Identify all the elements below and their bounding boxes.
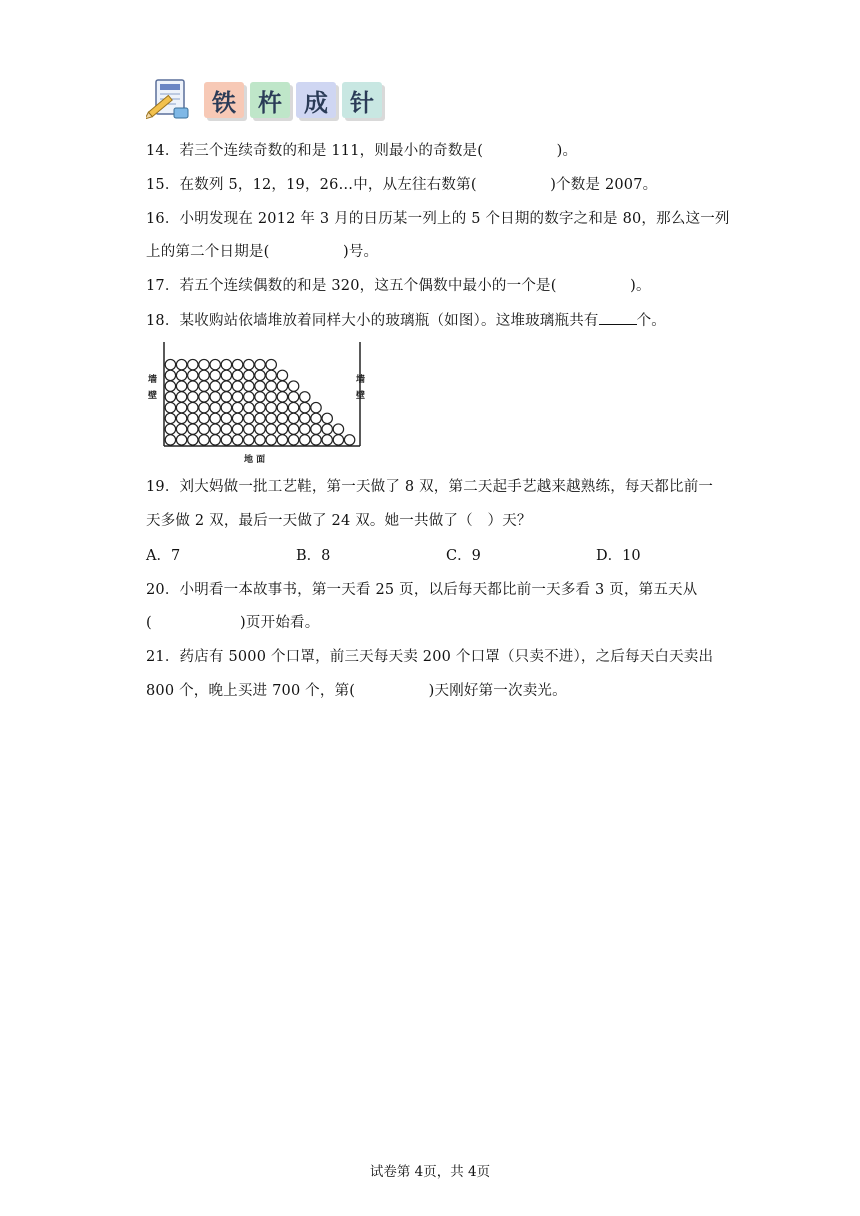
bottle: [277, 381, 287, 391]
bottle: [188, 435, 198, 445]
ground-label: 地 面: [244, 455, 266, 465]
bottle: [266, 381, 276, 391]
bottle: [199, 435, 209, 445]
question-18-suffix: 个。: [636, 313, 667, 329]
bottle: [165, 424, 175, 434]
bottle: [165, 413, 175, 423]
bottle: [322, 435, 332, 445]
bottle: [199, 359, 209, 369]
bottle: [288, 392, 298, 402]
option-c[interactable]: C．9: [446, 548, 481, 564]
bottle: [311, 413, 321, 423]
bottle: [199, 413, 209, 423]
bottle: [244, 370, 254, 380]
bottle: [232, 381, 242, 391]
bottle: [300, 402, 310, 412]
bottle: [210, 359, 220, 369]
bottle: [244, 424, 254, 434]
bottle: [188, 370, 198, 380]
right-wall-label-1: 墙: [355, 375, 365, 385]
bottle: [221, 392, 231, 402]
question-16-line2: 上的第二个日期是( )号。: [146, 244, 379, 260]
bottle: [176, 424, 186, 434]
notebook-pencil-icon: [146, 78, 198, 122]
header-title-char: 成: [296, 82, 336, 118]
bottle: [221, 402, 231, 412]
bottle: [221, 370, 231, 380]
bottle: [255, 392, 265, 402]
bottle: [277, 435, 287, 445]
bottle: [244, 402, 254, 412]
bottle: [221, 424, 231, 434]
bottle: [288, 435, 298, 445]
bottle: [232, 359, 242, 369]
bottle: [232, 435, 242, 445]
bottle: [232, 402, 242, 412]
left-wall-label-1: 墙: [148, 375, 158, 385]
question-19-line1: 19．刘大妈做一批工艺鞋，第一天做了 8 双，第二天起手艺越来越熟练，每天都比前一: [146, 479, 714, 495]
bottle: [165, 370, 175, 380]
bottle: [277, 413, 287, 423]
bottle: [266, 392, 276, 402]
bottle: [255, 381, 265, 391]
bottle: [255, 413, 265, 423]
bottle: [288, 381, 298, 391]
option-d[interactable]: D．10: [596, 548, 641, 564]
bottle: [311, 424, 321, 434]
bottle: [244, 435, 254, 445]
bottle: [210, 435, 220, 445]
bottle: [188, 424, 198, 434]
bottle: [176, 413, 186, 423]
bottle: [188, 392, 198, 402]
bottle: [300, 424, 310, 434]
bottle: [210, 370, 220, 380]
bottle: [199, 370, 209, 380]
left-wall-label-2: 壁: [148, 391, 158, 401]
bottle: [165, 359, 175, 369]
bottle: [188, 402, 198, 412]
bottle: [300, 413, 310, 423]
bottle: [221, 413, 231, 423]
bottle: [255, 370, 265, 380]
question-17: 17．若五个连续偶数的和是 320，这五个偶数中最小的一个是( )。: [146, 278, 651, 294]
bottle: [232, 424, 242, 434]
bottle: [244, 413, 254, 423]
bottle: [255, 424, 265, 434]
bottle: [176, 392, 186, 402]
bottle: [188, 413, 198, 423]
bottle: [288, 413, 298, 423]
bottle: [277, 392, 287, 402]
bottle: [266, 424, 276, 434]
bottle: [333, 424, 343, 434]
bottle: [199, 402, 209, 412]
question-14: 14．若三个连续奇数的和是 111，则最小的奇数是( )。: [146, 143, 578, 159]
bottle: [165, 392, 175, 402]
bottle: [199, 381, 209, 391]
bottle: [266, 413, 276, 423]
bottle: [210, 402, 220, 412]
bottle: [300, 392, 310, 402]
header-title-char: 铁: [204, 82, 244, 118]
option-b[interactable]: B．8: [296, 548, 331, 564]
bottle: [255, 402, 265, 412]
bottle: [210, 424, 220, 434]
bottle: [244, 359, 254, 369]
bottle: [288, 424, 298, 434]
bottle: [232, 370, 242, 380]
bottle: [244, 381, 254, 391]
bottle: [300, 435, 310, 445]
header-title-char: 杵: [250, 82, 290, 118]
bottle: [176, 402, 186, 412]
right-wall-label-2: 壁: [355, 391, 365, 401]
bottle: [210, 392, 220, 402]
bottle: [255, 435, 265, 445]
bottle: [165, 435, 175, 445]
bottle: [176, 381, 186, 391]
question-20-line2: ( )页开始看。: [146, 615, 320, 631]
bottle: [344, 435, 354, 445]
header-title-char: 针: [342, 82, 382, 118]
bottle: [199, 424, 209, 434]
bottle: [288, 402, 298, 412]
bottle: [210, 413, 220, 423]
bottle: [232, 392, 242, 402]
option-a[interactable]: A．7: [146, 548, 181, 564]
question-15: 15．在数列 5，12，19，26…中，从左往右数第( )个数是 2007。: [146, 177, 658, 193]
bottle: [277, 402, 287, 412]
bottle: [176, 359, 186, 369]
bottle: [165, 402, 175, 412]
bottle: [266, 359, 276, 369]
bottle: [244, 392, 254, 402]
bottle: [266, 435, 276, 445]
bottle: [333, 435, 343, 445]
question-20-line1: 20．小明看一本故事书，第一天看 25 页，以后每天都比前一天多看 3 页，第五天从: [146, 582, 698, 598]
bottle: [188, 381, 198, 391]
bottle: [165, 381, 175, 391]
bottle: [266, 402, 276, 412]
bottle: [188, 359, 198, 369]
bottle: [277, 424, 287, 434]
bottle: [221, 381, 231, 391]
bottle-stack-figure: [146, 338, 366, 468]
bottle: [322, 413, 332, 423]
bottle: [232, 413, 242, 423]
answer-blank[interactable]: [599, 310, 637, 325]
page-footer: 试卷第 4页，共 4页: [369, 1164, 491, 1180]
bottle: [311, 402, 321, 412]
question-19-line2: 天多做 2 双，最后一天做了 24 双。她一共做了（ ）天？: [146, 513, 532, 529]
bottle: [221, 359, 231, 369]
bottle: [176, 370, 186, 380]
question-18: [146, 310, 666, 331]
bottle: [199, 392, 209, 402]
bottle: [210, 381, 220, 391]
bottle: [311, 435, 321, 445]
bottle: [221, 435, 231, 445]
question-16-line1: 16．小明发现在 2012 年 3 月的日历某一列上的 5 个日期的数字之和是 80，那么这一列: [146, 211, 730, 227]
bottle: [255, 359, 265, 369]
bottle: [176, 435, 186, 445]
bottle: [277, 370, 287, 380]
question-18-text: 18．某收购站依墙堆放着同样大小的玻璃瓶（如图）。这堆玻璃瓶共有: [146, 313, 599, 329]
bottle: [322, 424, 332, 434]
bottle: [266, 370, 276, 380]
question-21-line1: 21．药店有 5000 个口罩，前三天每天卖 200 个口罩（只卖不进），之后每天白天卖出: [146, 649, 714, 665]
bottles-group: [165, 359, 355, 445]
question-21-line2: 800 个，晚上买进 700 个，第( )天刚好第一次卖光。: [146, 683, 567, 699]
